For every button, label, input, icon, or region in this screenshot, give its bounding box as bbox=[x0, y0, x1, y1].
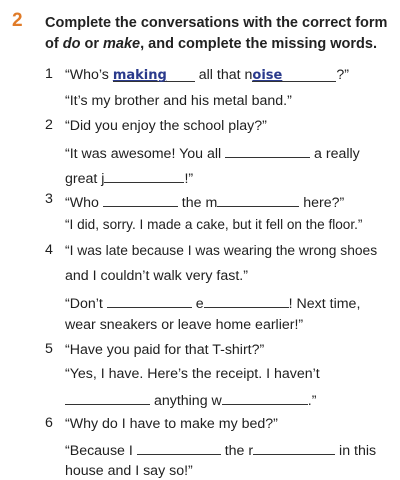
answer-blank[interactable] bbox=[222, 389, 308, 405]
answer-blank[interactable] bbox=[104, 167, 184, 183]
item-3-line-1: “Who the m here?” bbox=[65, 191, 344, 212]
item-2-line-1: “Did you enjoy the school play?” bbox=[65, 118, 267, 134]
item-4-line-4: wear sneakers or leave home earlier!” bbox=[65, 317, 304, 333]
exercise-instruction: Complete the conversations with the correct form of do or make, and complete the missing words. bbox=[45, 15, 388, 52]
item-4-line-2: and I couldn’t walk very fast.” bbox=[65, 268, 248, 284]
item-number: 4 bbox=[45, 242, 53, 258]
answer-blank[interactable] bbox=[103, 191, 178, 207]
item-3-line-2: “I did, sorry. I made a cake, but it fell on the floor.” bbox=[65, 217, 363, 232]
item-1-line-1: “Who’s making all that noise ?” bbox=[65, 67, 350, 83]
item-4-line-3: “Don’t e ! Next time, bbox=[65, 292, 360, 313]
answer-blank[interactable] bbox=[137, 439, 221, 455]
item-2-line-2: “It was awesome! You all a really bbox=[65, 142, 360, 163]
item-6-line-3: house and I say so!” bbox=[65, 463, 193, 479]
answer-blank[interactable] bbox=[113, 66, 195, 82]
answer-blank[interactable] bbox=[107, 292, 192, 308]
exercise-number: 2 bbox=[12, 10, 23, 31]
answer-blank[interactable] bbox=[225, 142, 310, 158]
handwritten-answer: making bbox=[112, 68, 167, 83]
item-1-line-2: “It’s my brother and his metal band.” bbox=[65, 93, 292, 109]
item-number: 2 bbox=[45, 117, 53, 133]
answer-blank[interactable] bbox=[252, 66, 336, 82]
answer-blank[interactable] bbox=[253, 439, 335, 455]
item-5-line-2: “Yes, I have. Here’s the receipt. I haven’t bbox=[65, 366, 320, 382]
answer-blank[interactable] bbox=[204, 292, 289, 308]
handwritten-answer: oise bbox=[252, 68, 283, 83]
item-5-line-3: anything w .” bbox=[65, 389, 316, 410]
item-number: 6 bbox=[45, 415, 53, 431]
item-2-line-3: great j !” bbox=[65, 167, 193, 188]
answer-blank[interactable] bbox=[65, 389, 150, 405]
item-number: 1 bbox=[45, 66, 53, 82]
item-4-line-1: “I was late because I was wearing the wrong shoes bbox=[65, 243, 378, 258]
answer-blank[interactable] bbox=[217, 191, 299, 207]
word-make: make bbox=[103, 36, 141, 52]
item-6-line-2: “Because I the r in this bbox=[65, 439, 376, 460]
item-5-line-1: “Have you paid for that T-shirt?” bbox=[65, 342, 265, 358]
word-do: do bbox=[62, 36, 81, 52]
item-6-line-1: “Why do I have to make my bed?” bbox=[65, 416, 278, 432]
item-number: 5 bbox=[45, 341, 53, 357]
item-number: 3 bbox=[45, 191, 53, 207]
